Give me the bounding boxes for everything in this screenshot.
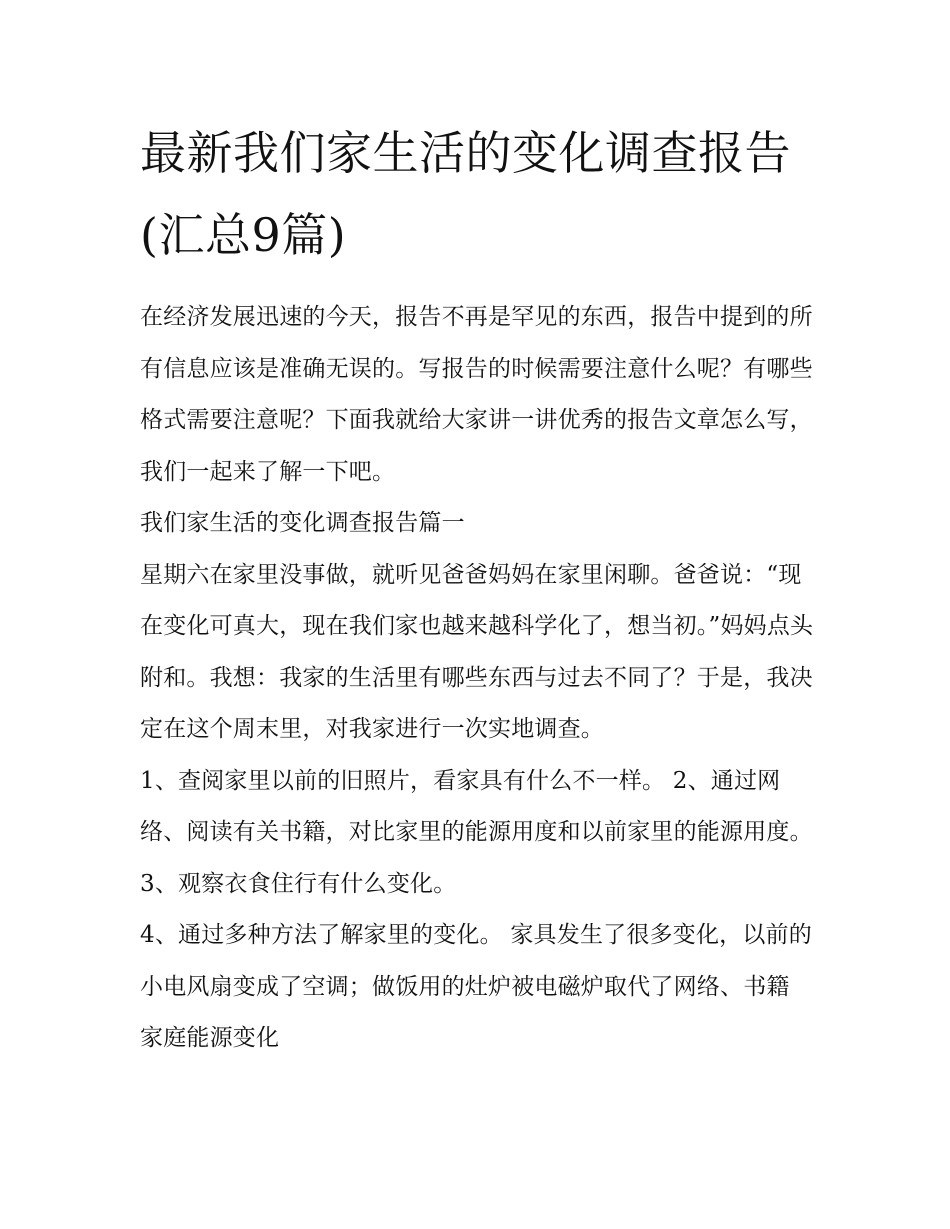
body-paragraph: 星期六在家里没事做，就听见爸爸妈妈在家里闲聊。爸爸说：“现在变化可真大，现在我们家也越来越科学化了，想当初。”妈妈点头附和。我想：我家的生活里有哪些东西与过去不同了？于是，我决定在这个周末里，对我家进行一次实地调查。 xyxy=(140,561,814,742)
steps-paragraph: 1、查阅家里以前的旧照片，看家具有什么不一样。 2、通过网络、阅读有关书籍，对比家里的能源用度和以前家里的能源用度。 3、观察衣食住行有什么变化。 xyxy=(140,767,813,897)
intro-paragraph: 在经济发展迅速的今天，报告不再是罕见的东西，报告中提到的所有信息应该是准确无误的。写报告的时候需要注意什么呢？有哪些格式需要注意呢？下面我就给大家讲一讲优秀的报告文章怎么写，我们一起来了解一下吧。 xyxy=(140,304,813,485)
section-heading: 我们家生活的变化调查报告篇一 xyxy=(140,510,465,536)
findings-paragraph: 4、通过多种方法了解家里的变化。 家具发生了很多变化，以前的 小电风扇变成了空调；做饭用的灶炉被电磁炉取代了网络、书籍 家庭能源变化 xyxy=(140,922,812,1051)
document-title: 最新我们家生活的变化调查报告(汇总9篇) xyxy=(140,126,791,262)
document-page xyxy=(140,112,820,1065)
